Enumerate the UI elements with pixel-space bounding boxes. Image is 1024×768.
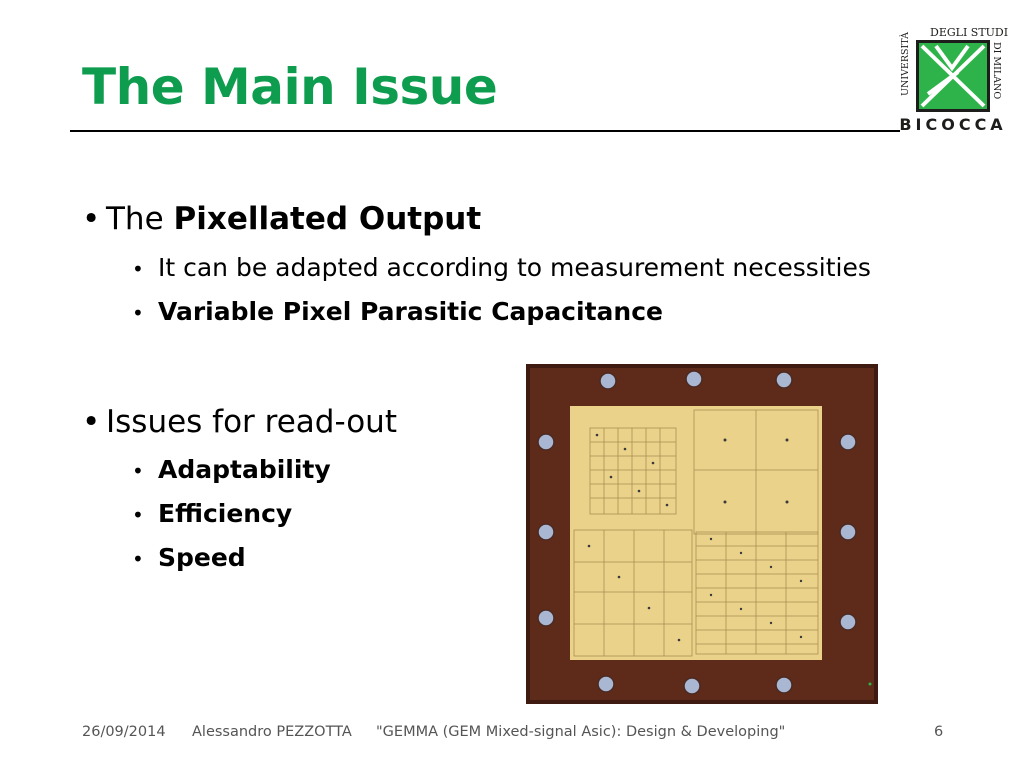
bullet-dot: • xyxy=(132,547,144,571)
bullet-pixellated-output xyxy=(82,201,481,237)
bullet-prefix: The xyxy=(106,201,174,237)
sub-bullet-text: Adaptability xyxy=(158,455,331,484)
sub-bullet-capacitance xyxy=(132,297,663,326)
bullet-dot: • xyxy=(132,459,144,483)
sub-bullet-text: Efficiency xyxy=(158,499,293,528)
sub-bullet-text: It can be adapted according to measurement necessities xyxy=(158,253,871,282)
sub-bullet-adapted xyxy=(132,253,871,282)
bullet-text: Issues for read-out xyxy=(106,404,397,440)
logo-side-right-text: DI MILANO xyxy=(991,42,1002,100)
bullet-dot: • xyxy=(82,404,101,440)
university-logo xyxy=(899,24,1009,134)
bullet-emphasis: Pixellated Output xyxy=(173,201,482,237)
pixel-board-photo xyxy=(528,366,876,702)
bullet-dot: • xyxy=(82,201,101,237)
bullet-issues-readout xyxy=(82,404,397,440)
logo-bottom-text: BICOCCA xyxy=(899,115,1007,134)
title-underline xyxy=(70,130,900,132)
slide-title: The Main Issue xyxy=(82,58,498,116)
logo-side-left-text: UNIVERSITÀ xyxy=(900,32,911,96)
footer-date: 26/09/2014 xyxy=(82,724,166,740)
bullet-dot: • xyxy=(132,503,144,527)
bullet-dot: • xyxy=(132,257,144,281)
bullet-dot: • xyxy=(132,301,144,325)
sub-bullet-adaptability xyxy=(132,455,331,484)
sub-bullet-speed xyxy=(132,543,246,572)
footer-author: Alessandro PEZZOTTA xyxy=(192,724,352,740)
logo-top-text: DEGLI STUDI xyxy=(930,26,1009,39)
sub-bullet-text: Speed xyxy=(158,543,246,572)
sub-bullet-text: Variable Pixel Parasitic Capacitance xyxy=(158,297,663,326)
sub-bullet-efficiency xyxy=(132,499,292,528)
footer-talk-title: "GEMMA (GEM Mixed-signal Asic): Design & Developing" xyxy=(376,724,786,740)
footer-page-number: 6 xyxy=(934,724,944,740)
